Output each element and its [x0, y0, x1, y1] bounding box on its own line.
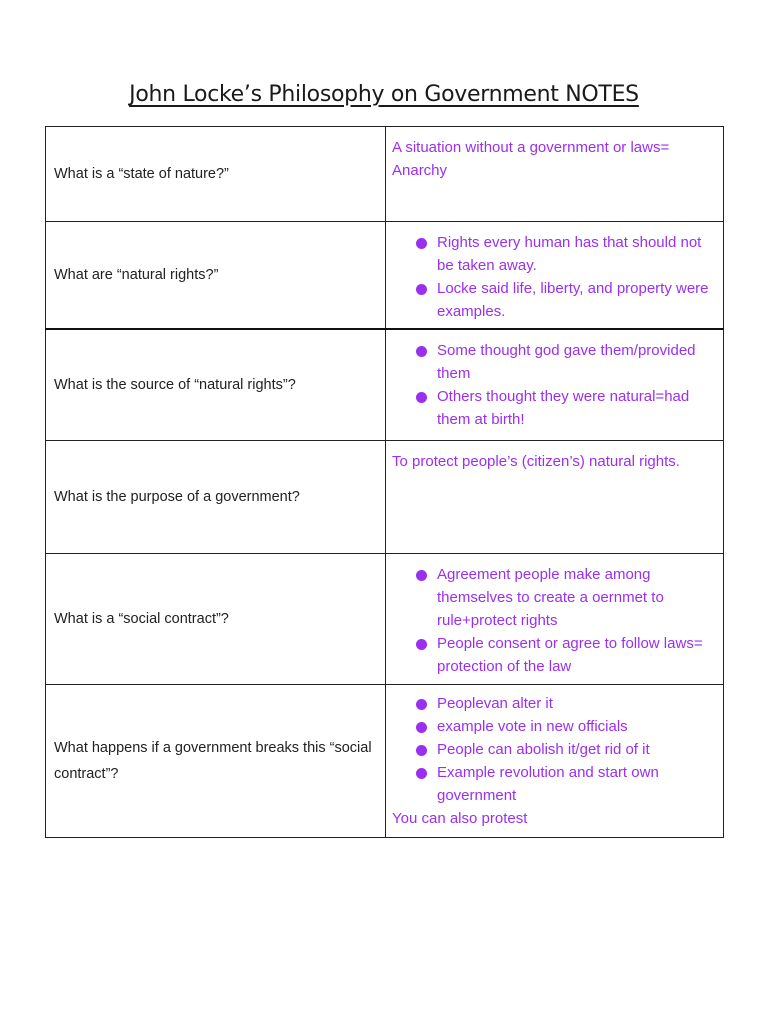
list-item: Some thought god gave them/provided them [437, 339, 715, 385]
question-text: What happens if a government breaks this “social contract”? [54, 740, 372, 782]
table-row [46, 329, 724, 441]
table-row [46, 554, 724, 685]
question-text: What is the purpose of a government? [54, 489, 300, 505]
notes-table [45, 126, 724, 838]
list-item: Peoplevan alter it [437, 692, 715, 715]
list-item: People can abolish it/get rid of it [437, 738, 715, 761]
list-item: Locke said life, liberty, and property were examples. [437, 277, 715, 323]
answer-text: To protect people’s (citizen’s) natural rights. [392, 453, 680, 470]
list-item: Example revolution and start own government [437, 761, 715, 807]
table-row [46, 441, 724, 554]
answer-cell [386, 127, 724, 222]
answer-bullet-list [386, 685, 723, 807]
question-cell [46, 441, 386, 554]
question-text: What is a “social contract”? [54, 611, 229, 627]
question-cell [46, 127, 386, 222]
answer-bullet-list [386, 330, 723, 431]
answer-bullet-list [386, 554, 723, 678]
answer-cell [386, 222, 724, 329]
question-text: What are “natural rights?” [54, 266, 219, 283]
question-text: What is the source of “natural rights”? [54, 376, 296, 393]
answer-cell [386, 685, 724, 838]
question-cell [46, 329, 386, 441]
table-row [46, 127, 724, 222]
question-text: What is a “state of nature?” [54, 166, 229, 182]
question-cell [46, 685, 386, 838]
answer-bullet-list [386, 222, 723, 323]
list-item: Rights every human has that should not be taken away. [437, 231, 715, 277]
question-cell [46, 222, 386, 329]
list-item: example vote in new officials [437, 715, 715, 738]
page-title: John Locke’s Philosophy on Government NOTES [129, 82, 639, 107]
list-item: People consent or agree to follow laws= protection of the law [437, 632, 715, 678]
answer-cell [386, 441, 724, 554]
answer-cell [386, 329, 724, 441]
list-item: Others thought they were natural=had them at birth! [437, 385, 715, 431]
table-row [46, 685, 724, 838]
answer-trailing-text: You can also protest [392, 810, 528, 827]
question-cell [46, 554, 386, 685]
answer-cell [386, 554, 724, 685]
table-row [46, 222, 724, 329]
list-item: Agreement people make among themselves to create a oernmet to rule+protect rights [437, 563, 715, 632]
answer-text: A situation without a government or laws= Anarchy [392, 139, 670, 179]
